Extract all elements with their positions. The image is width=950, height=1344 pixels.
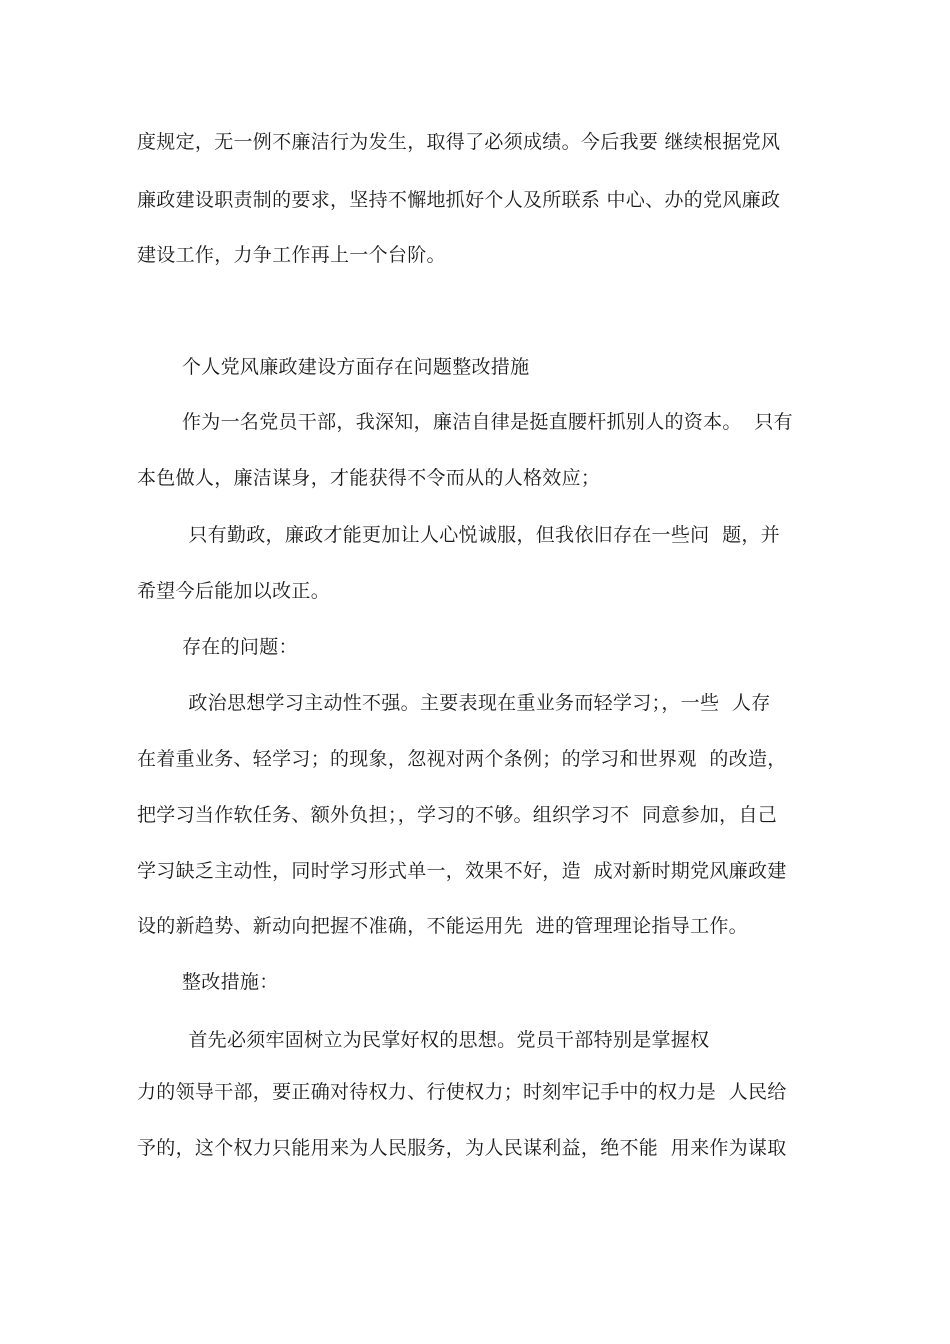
paragraph3-line-4: 学习缺乏主动性，同时学习形式单一，效果不好，造 成对新时期党风廉政建 (137, 860, 787, 882)
paragraph4-line-2: 力的领导干部，要正确对待权力、行使权力；时刻牢记手中的权力是 人民给 (137, 1081, 787, 1103)
paragraph1-line-2: 本色做人，廉洁谋身，才能获得不令而从的人格效应； (137, 467, 601, 489)
section-title: 个人党风廉政建设方面存在问题整改措施 (182, 356, 530, 378)
intro-line-3: 建设工作，力争工作再上一个台阶。 (137, 244, 446, 266)
paragraph3-line-1: 政治思想学习主动性不强。主要表现在重业务而轻学习；，一些 人存 (182, 692, 771, 714)
paragraph4-line-3: 予的，这个权力只能用来为人民服务，为人民谋利益，绝不能 用来作为谋取 (137, 1137, 787, 1159)
paragraph1-line-1: 作为一名党员干部，我深知，廉洁自律是挺直腰杆抓别人的资本。 只有 (182, 411, 793, 433)
paragraph4-line-1: 首先必须牢固树立为民掌好权的思想。党员干部特别是掌握权 (182, 1029, 710, 1051)
paragraph3-line-3: 把学习当作软任务、额外负担；，学习的不够。组织学习不 同意参加，自己 (137, 804, 778, 826)
problems-heading: 存在的问题： (182, 636, 298, 658)
intro-line-2: 廉政建设职责制的要求，坚持不懈地抓好个人及所联系 中心、办的党风廉政 (137, 189, 781, 211)
measures-heading: 整改措施： (182, 971, 279, 993)
paragraph3-line-2: 在着重业务、轻学习；的现象，忽视对两个条例；的学习和世界观 的改造， (137, 748, 787, 770)
paragraph2-line-2: 希望今后能加以改正。 (137, 580, 331, 602)
intro-line-1: 度规定，无一例不廉洁行为发生，取得了必须成绩。今后我要 继续根据党风 (137, 131, 781, 153)
paragraph3-line-5: 设的新趋势、新动向把握不准确，不能运用先 进的管理理论指导工作。 (137, 915, 748, 937)
paragraph2-line-1: 只有勤政，廉政才能更加让人心悦诚服，但我依旧存在一些问 题，并 (182, 524, 781, 546)
